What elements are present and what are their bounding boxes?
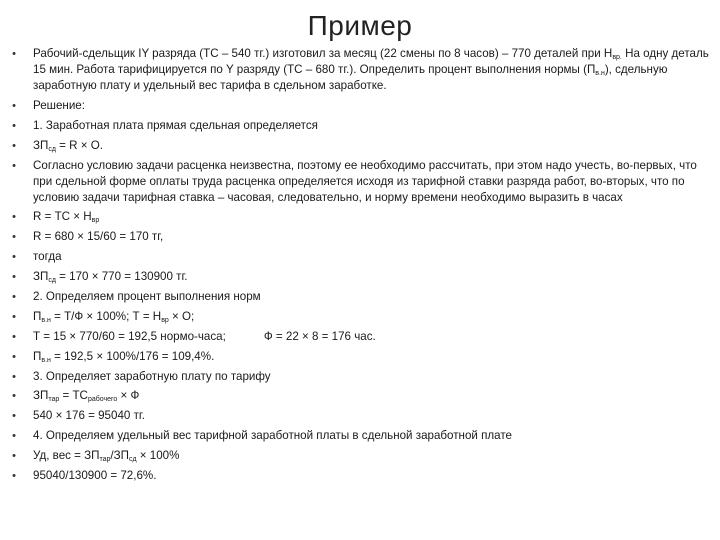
- bullet-icon: •: [12, 231, 16, 244]
- problem-text: Рабочий-сдельщик IY разряда (ТС – 540 тг.) изготовил за месяц (22 смены по 8 часов) – 770 деталей при $Н_{вр.}$ На одну деталь 15 мин. Работа тарифицируется по Y разряду (ТС – 680 тг.). Определить процент выполнения нормы $(П_{в.н})$, сдельную заработную плату и удельный вес тарифа в сдельном заработке.: [33, 47, 709, 92]
- bullet-icon: •: [12, 430, 16, 443]
- list-item-text: 3. Определяет заработную плату по тарифу: [33, 369, 271, 383]
- bullet-icon: •: [12, 119, 16, 132]
- formula-text: $ЗП_{тар} = ТС_{рабочего} \times Ф$: [33, 389, 140, 404]
- list-item-explanation: [8, 158, 714, 206]
- bullet-icon: •: [12, 159, 16, 172]
- list-item-text: 1. Заработная плата прямая сдельная определяется: [33, 118, 318, 132]
- formula-text: $ЗП_{сд} = 170 \times 770 = 130900$ тг.: [33, 270, 188, 285]
- bullet-icon: •: [12, 370, 16, 383]
- list-item-result: [8, 468, 714, 484]
- list-item-text: 2. Определяем процент выполнения норм: [33, 290, 261, 304]
- list-item-step-3: [8, 369, 714, 385]
- list-item-text: Решение:: [33, 98, 85, 112]
- bullet-icon: •: [12, 211, 16, 224]
- list-item-text: 540 × 176 = 95040 тг.: [33, 409, 145, 423]
- list-item-calc: [8, 229, 714, 245]
- bullet-icon: •: [12, 271, 16, 284]
- list-item-step-4: [8, 428, 714, 444]
- bullet-icon: •: [12, 251, 16, 264]
- bullet-icon: •: [12, 350, 16, 363]
- bullet-icon: •: [12, 470, 16, 483]
- bullet-list: [8, 46, 714, 484]
- list-item-text: 95040/130900 = 72,6%.: [33, 469, 157, 483]
- list-item-formula: [8, 209, 714, 225]
- list-item-formula: [8, 138, 714, 154]
- list-item-formula: [8, 309, 714, 325]
- bullet-icon: •: [12, 139, 16, 152]
- list-item-text: R = 680 × 15/60 = 170 тг,: [33, 230, 164, 244]
- bullet-icon: •: [12, 450, 16, 463]
- bullet-icon: •: [12, 390, 16, 403]
- formula-text: $П_{в.н} = 192,5 \times 100\%/176 = 109,4\%$.: [33, 349, 215, 364]
- formula-text: $П_{в.н} = Т/Ф \times 100\%$; $Т = Н_{вр} \times О$;: [33, 309, 195, 324]
- bullet-icon: •: [12, 330, 16, 343]
- bullet-icon: •: [12, 310, 16, 323]
- list-item-step-1: [8, 118, 714, 134]
- list-item-then: [8, 249, 714, 265]
- list-item-formula: [8, 269, 714, 285]
- list-item-problem: [8, 46, 714, 94]
- list-item-formula: [8, 448, 714, 464]
- list-item-step-2: [8, 289, 714, 305]
- bullet-icon: •: [12, 48, 16, 60]
- bullet-icon: •: [12, 291, 16, 304]
- formula-text: Т = 15 × 770/60 = 192,5 нормо-часа; Ф = 22 × 8 = 176 час.: [33, 329, 376, 343]
- list-item-calc: [8, 329, 714, 345]
- formula-text: $ЗП_{сд} = R \times О$.: [33, 138, 103, 153]
- list-item-calc: [8, 408, 714, 424]
- list-item-text: 4. Определяем удельный вес тарифной заработной платы в сдельной заработной плате: [33, 429, 512, 443]
- formula-text: Уд, вес = $ЗП_{тар}/ЗП_{сд} \times 100\%$: [33, 449, 180, 464]
- list-item-solution-label: [8, 98, 714, 114]
- list-item-formula: [8, 388, 714, 404]
- list-item-formula: [8, 349, 714, 365]
- list-item-text: тогда: [33, 250, 62, 264]
- bullet-icon: •: [12, 410, 16, 423]
- bullet-icon: •: [12, 99, 16, 112]
- formula-text: R = ТС × $Н_{вр}$: [33, 210, 100, 225]
- list-item-text: Согласно условию задачи расценка неизвестна, поэтому ее необходимо рассчитать, при этом надо учесть, во-первых, что при сдельной форме оплаты труда расценка определяется исходя из тарифной ставки разряда работ, во-вторых, что по условию задачи тарифная ставка – часовая, следовательно, и норму времени необходимо выразить в часах: [33, 158, 697, 204]
- slide-title: Пример: [307, 10, 413, 41]
